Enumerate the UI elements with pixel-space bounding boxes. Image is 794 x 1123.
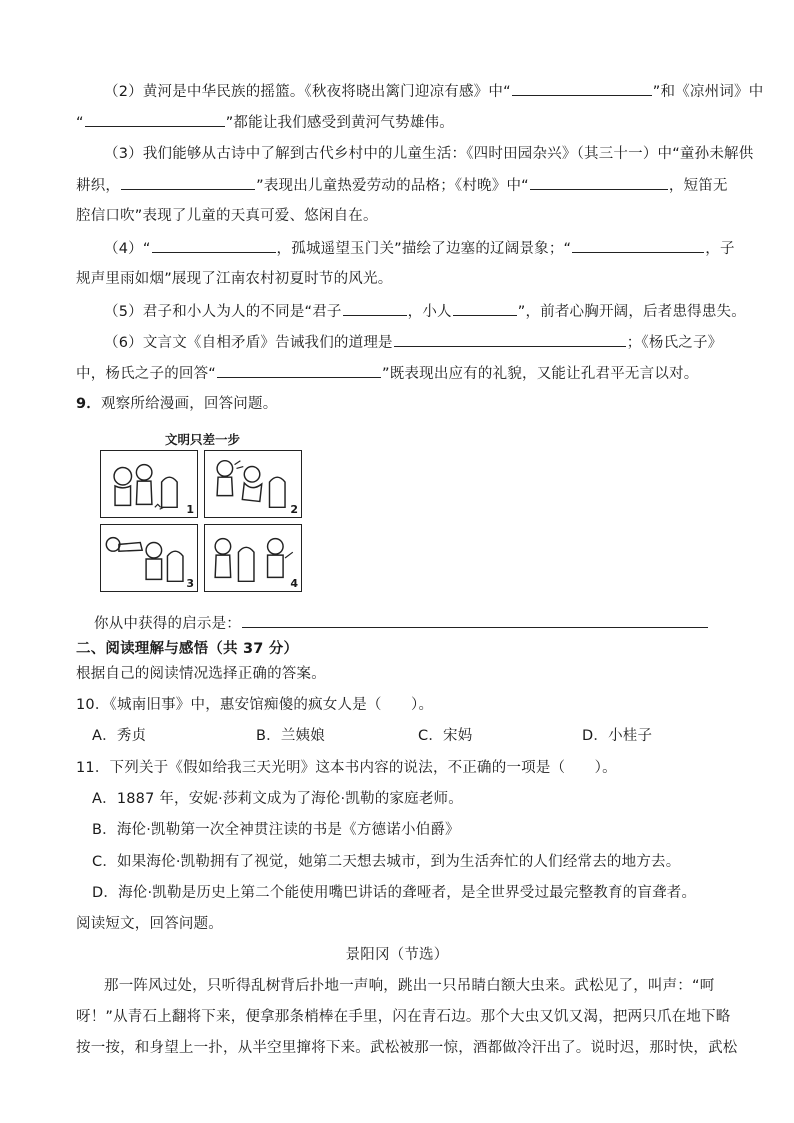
q8-item5 xyxy=(104,300,746,323)
answer-blank[interactable] xyxy=(512,80,652,96)
reading-instruction: 阅读短文，回答问题。 xyxy=(76,916,223,932)
q8-item2-line1 xyxy=(104,80,763,103)
q10-option-c[interactable]: C．宋妈 xyxy=(418,728,473,744)
q8-item2-line2 xyxy=(76,111,454,134)
text: 观察所给漫画，回答问题。 xyxy=(101,396,278,412)
q11-option-a[interactable]: A．1887 年，安妮·莎莉文成为了海伦·凯勒的家庭老师。 xyxy=(92,791,463,807)
text: 耕织， xyxy=(76,178,121,194)
q8-item3-line1: （3）我们能够从古诗中了解到古代乡村中的儿童生活：《四时田园杂兴》（其三十一）中“童孙未解供 xyxy=(104,146,754,162)
answer-blank[interactable] xyxy=(394,331,626,347)
question-number: 9． xyxy=(76,396,101,412)
comic-panel-2 xyxy=(204,450,302,518)
q8-item3-line3: 腔信口吹”表现了儿童的天真可爱、悠闲自在。 xyxy=(76,208,378,224)
text: （6）文言文《自相矛盾》告诫我们的道理是 xyxy=(104,335,393,351)
q9-stem xyxy=(76,393,277,415)
comic-drawing xyxy=(101,525,197,591)
text: ，孤城遥望玉门关”描绘了边塞的辽阔景象；“ xyxy=(276,241,572,257)
reading-line: 按一按，和身望上一扑，从半空里撺将下来。武松被那一惊，酒都做冷汗出了。说时迟，那时快，武松 xyxy=(76,1040,738,1056)
text: （2）黄河是中华民族的摇篮。《秋夜将晓出篱门迎凉有感》中“ xyxy=(104,84,511,100)
text: （5）君子和小人为人的不同是“君子 xyxy=(104,304,342,320)
text: ”既表现出应有的礼貌，又能让孔君平无言以对。 xyxy=(382,366,699,382)
answer-blank[interactable] xyxy=(572,237,704,253)
section-title: 二、阅读理解与感悟（共 37 分） xyxy=(76,641,299,657)
text: “ xyxy=(76,115,84,131)
q11-option-c[interactable]: C．如果海伦·凯勒拥有了视觉，她第二天想去城市，到为生活奔忙的人们经常去的地方去。 xyxy=(92,854,681,870)
answer-blank[interactable] xyxy=(217,362,381,378)
comic-drawing xyxy=(205,525,301,591)
q8-item4-line2: 规声里雨如烟”展现了江南农村初夏时节的风光。 xyxy=(76,271,393,287)
answer-blank[interactable] xyxy=(530,174,668,190)
comic-drawing xyxy=(101,451,197,517)
panel-number: 1 xyxy=(186,503,194,516)
q8-item6-line2 xyxy=(76,362,698,385)
reading-line: 呀！”从青石上翻将下来，便拿那条梢棒在手里，闪在青石边。那个大虫又饥又渴，把两只爪在地下略 xyxy=(76,1009,731,1025)
reading-line: 那一阵风过处，只听得乱树背后扑地一声响，跳出一只吊睛白额大虫来。武松见了，叫声：“呵 xyxy=(104,978,715,994)
panel-number: 2 xyxy=(290,503,298,516)
comic-drawing xyxy=(205,451,301,517)
comic-panel-3 xyxy=(100,524,198,592)
q11-stem: 11．下列关于《假如给我三天光明》这本书内容的说法，不正确的一项是（ ）。 xyxy=(76,760,617,776)
panel-number: 3 xyxy=(186,577,194,590)
text: ，小人 xyxy=(407,304,452,320)
answer-blank[interactable] xyxy=(152,237,276,253)
q11-option-b[interactable]: B．海伦·凯勒第一次全神贯注读的书是《方德诺小伯爵》 xyxy=(92,822,460,838)
text: ”和《凉州词》中 xyxy=(652,84,764,100)
answer-blank[interactable] xyxy=(343,300,407,316)
q10-stem: 10．《城南旧事》中，惠安馆痴傻的疯女人是（ ）。 xyxy=(76,697,434,713)
text: ，子 xyxy=(705,241,735,257)
answer-blank[interactable] xyxy=(85,111,225,127)
comic-panel-4 xyxy=(204,524,302,592)
comic-strip xyxy=(100,430,305,598)
q9-answer-line xyxy=(94,612,709,635)
comic-title: 文明只差一步 xyxy=(164,432,240,447)
q8-item3-line2 xyxy=(76,174,728,197)
answer-blank[interactable] xyxy=(453,300,517,316)
text: ”表现出儿童热爱劳动的品格；《村晚》中“ xyxy=(256,178,529,194)
text: （4）“ xyxy=(104,241,151,257)
q8-item6-line1 xyxy=(104,331,722,354)
q10-option-b[interactable]: B．兰姨娘 xyxy=(256,728,325,744)
text: ”都能让我们感受到黄河气势雄伟。 xyxy=(225,115,454,131)
answer-blank[interactable] xyxy=(121,174,255,190)
text: ”，前者心胸开阔，后者患得患失。 xyxy=(517,304,746,320)
text: 中，杨氏之子的回答“ xyxy=(76,366,217,382)
q10-option-a[interactable]: A．秀贞 xyxy=(92,728,147,744)
answer-blank[interactable] xyxy=(242,612,708,628)
text: ，短笛无 xyxy=(668,178,728,194)
section-instruction: 根据自己的阅读情况选择正确的答案。 xyxy=(76,666,326,682)
answer-label: 你从中获得的启示是： xyxy=(94,616,241,632)
text: ；《杨氏之子》 xyxy=(626,335,723,351)
q10-option-d[interactable]: D．小桂子 xyxy=(582,728,653,744)
comic-panel-1 xyxy=(100,450,198,518)
reading-title: 景阳冈（节选） xyxy=(345,947,449,963)
panel-number: 4 xyxy=(290,577,298,590)
q11-option-d[interactable]: D．海伦·凯勒是历史上第二个能使用嘴巴讲话的聋哑者，是全世界受过最完整教育的盲聋者。 xyxy=(92,885,697,901)
q8-item4-line1 xyxy=(104,237,735,260)
